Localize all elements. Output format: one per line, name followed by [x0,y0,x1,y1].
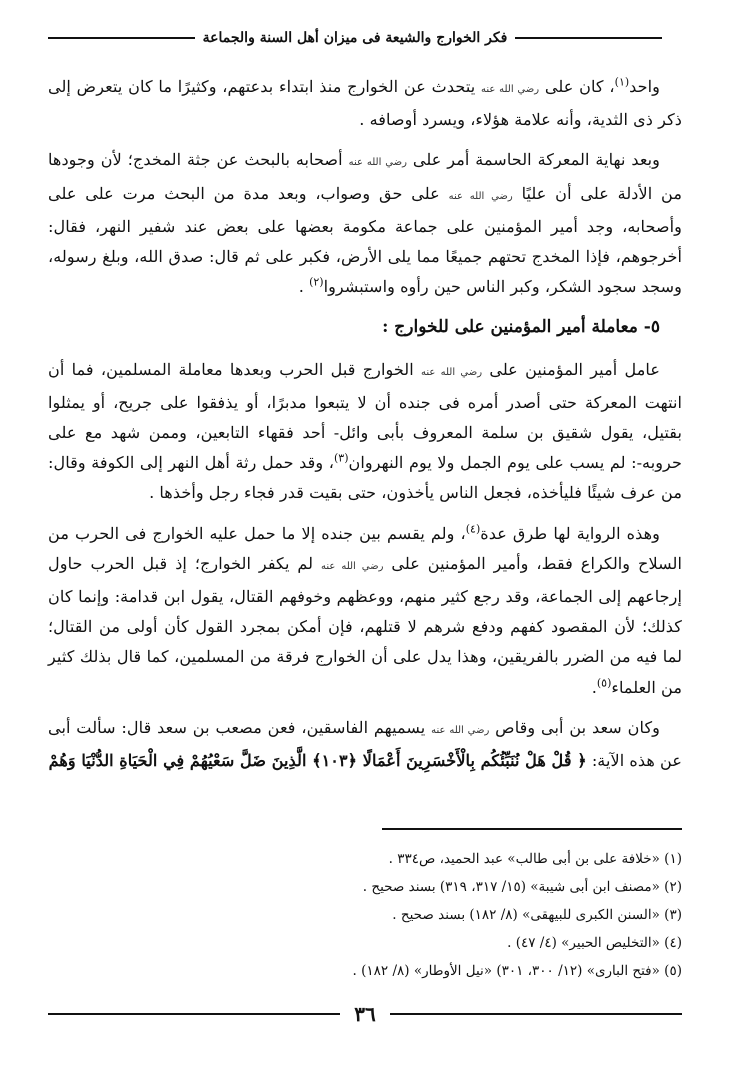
text-run: لم يكفر الخوارج؛ إذ قبل الحرب حاول إرجاعهم إلى الجماعة، وقد رجع كثير منهم، ووعظهم وخوفهم القتال، يقول ابن قدامة: وإنما كان كذلك؛ لأن المقصود كفهم ودفع شرهم لا قتلهم، فإن أمكن بمجرد القول كأن أولى من القتال؛ لما فيه من الضرر بالفريقين، وهذا يدل على أن الخوارج فرقة من المسلمين، كما قال بذلك كثير من العلماء [48,553,682,697]
paragraph-2 [48,145,682,302]
header-title: فكر الخوارج والشيعة فى ميزان أهل السنة والجماعة [202,30,508,46]
text-run: على حق وصواب، وبعد مدة من البحث مرت على على وأصحابه، وجد أمير المؤمنين على جماعة مكومة بعضها على بعض عند شفير النهر، فقال: أخرجوهم، فإذا المخدج تحتهم جميعًا مما يلى الأرض، فكبر على ثم قال: صدق الله، وبلغ رسوله، وسجد سجود الشكر، وكبر الناس حين رأوه واستبشروا [48,183,682,297]
paragraph-4 [48,519,682,703]
text-run: واحد [629,77,660,96]
footnote-separator [382,828,682,830]
paragraph-3 [48,355,682,509]
honorific-mark: رضي الله عنه [321,560,384,572]
text-run: يتحدث عن الخوارج منذ ابتداء بدعتهم، وكثيرًا ما كان يتعرض إلى ذكر ذى الثدية، وأنه علامة هؤلاء، ويسرد أوصافه . [48,77,682,130]
footnote-3: (٣) «السنن الكبرى للبيهقى» (٨/ ١٨٢) بسند صحيح . [392,907,682,923]
footer-rule-left [48,1013,340,1015]
page-footer [48,1002,682,1026]
footnote-4: (٤) «التخليص الحبير» (٤/ ٤٧) . [507,935,682,951]
text-run: وبعد نهاية المعركة الحاسمة أمر على [412,150,660,170]
running-header [48,30,662,46]
section-heading: ٥- معاملة أمير المؤمنين على للخوارج : [382,317,660,338]
footnote-ref-2: (٢) [309,275,324,289]
honorific-mark: رضي الله عنه [480,84,540,95]
page-number: ٣٦ [354,1002,376,1026]
paragraph-5 [48,713,682,776]
body-text [48,72,682,776]
footnote-ref-1: (١) [614,75,630,89]
footnote-5: (٥) «فتح البارى» (١٢/ ٣٠٠، ٣٠١) «نيل الأوطار» (٨/ ١٨٢) . [352,963,682,979]
honorific-mark: رضي الله عنه [420,366,483,378]
footnote-ref-4: (٤) [465,522,481,536]
text-run: وكان سعد بن أبى وقاص [495,717,660,737]
text-run: أصحابه بالبحث عن جثة المخدج؛ لأن وجودها من الأدلة على أن عليًا [48,150,682,203]
text-run: ، وقد حمل رثة أهل النهر إلى الكوفة وقال: من عرف شيئًا فليأخذه، فجعل الناس يأخذون، حتى بقيت قدر فجاء رجل وأخذها . [48,453,682,503]
text-run: . [591,677,597,697]
text-run: ، ولم يقسم بين جنده إلا ما حمل عليه الخوارج فى الحرب من السلاح والكراع فقط، وأمير المؤمنين على [48,523,682,573]
text-run: . [298,277,310,297]
text-run: عامل أمير المؤمنين على [489,359,661,379]
footnote-ref-3: (٣) [334,451,349,465]
footnote-ref-5: (٥) [596,676,612,690]
footnote-1: (١) «خلافة على بن أبى طالب» عبد الحميد، ص٣٣٤ . [388,851,682,867]
honorific-mark: رضي الله عنه [348,157,407,169]
honorific-mark: رضي الله عنه [448,190,513,202]
header-rule-right [515,37,662,39]
honorific-mark: رضي الله عنه [431,724,490,736]
quran-verse: ﴿ قُلْ هَلْ نُنَبِّئُكُم بِالْأَخْسَرِينَ أَعْمَالًا ﴿١٠٣﴾ الَّذِينَ ضَلَّ سَعْيُهُمْ فِي الْحَيَاةِ الدُّنْيَا وَهُمْ [48,751,587,771]
text-run: الخوارج قبل الحرب وبعدها معاملة المسلمين، فما أن انتهت المعركة حتى أصدر أمره فى جنده أن لا يتبعوا مدبرًا، أو يذفقوا على جريح، أو يمثلوا بقتيل، يقول شقيق بن سلمة المعروف بأبى وائل- أحد فقهاء التابعين، وممن شهد مع على حروبه-: لم يسب على يوم الجمل ولا يوم النهروان [48,359,682,473]
footnotes [48,845,682,985]
text-run: يسميهم الفاسقين، فعن مصعب بن سعد قال: سألت أبى عن هذه الآية: [48,717,682,771]
text-run: ، كان على [544,77,615,96]
footnote-2: (٢) «مصنف ابن أبى شيبة» (١٥/ ٣١٧، ٣١٩) بسند صحيح . [362,879,682,895]
footer-rule-right [390,1013,682,1015]
paragraph-1 [48,72,682,135]
header-rule-left [48,37,195,39]
text-run: وهذه الرواية لها طرق عدة [480,523,660,543]
